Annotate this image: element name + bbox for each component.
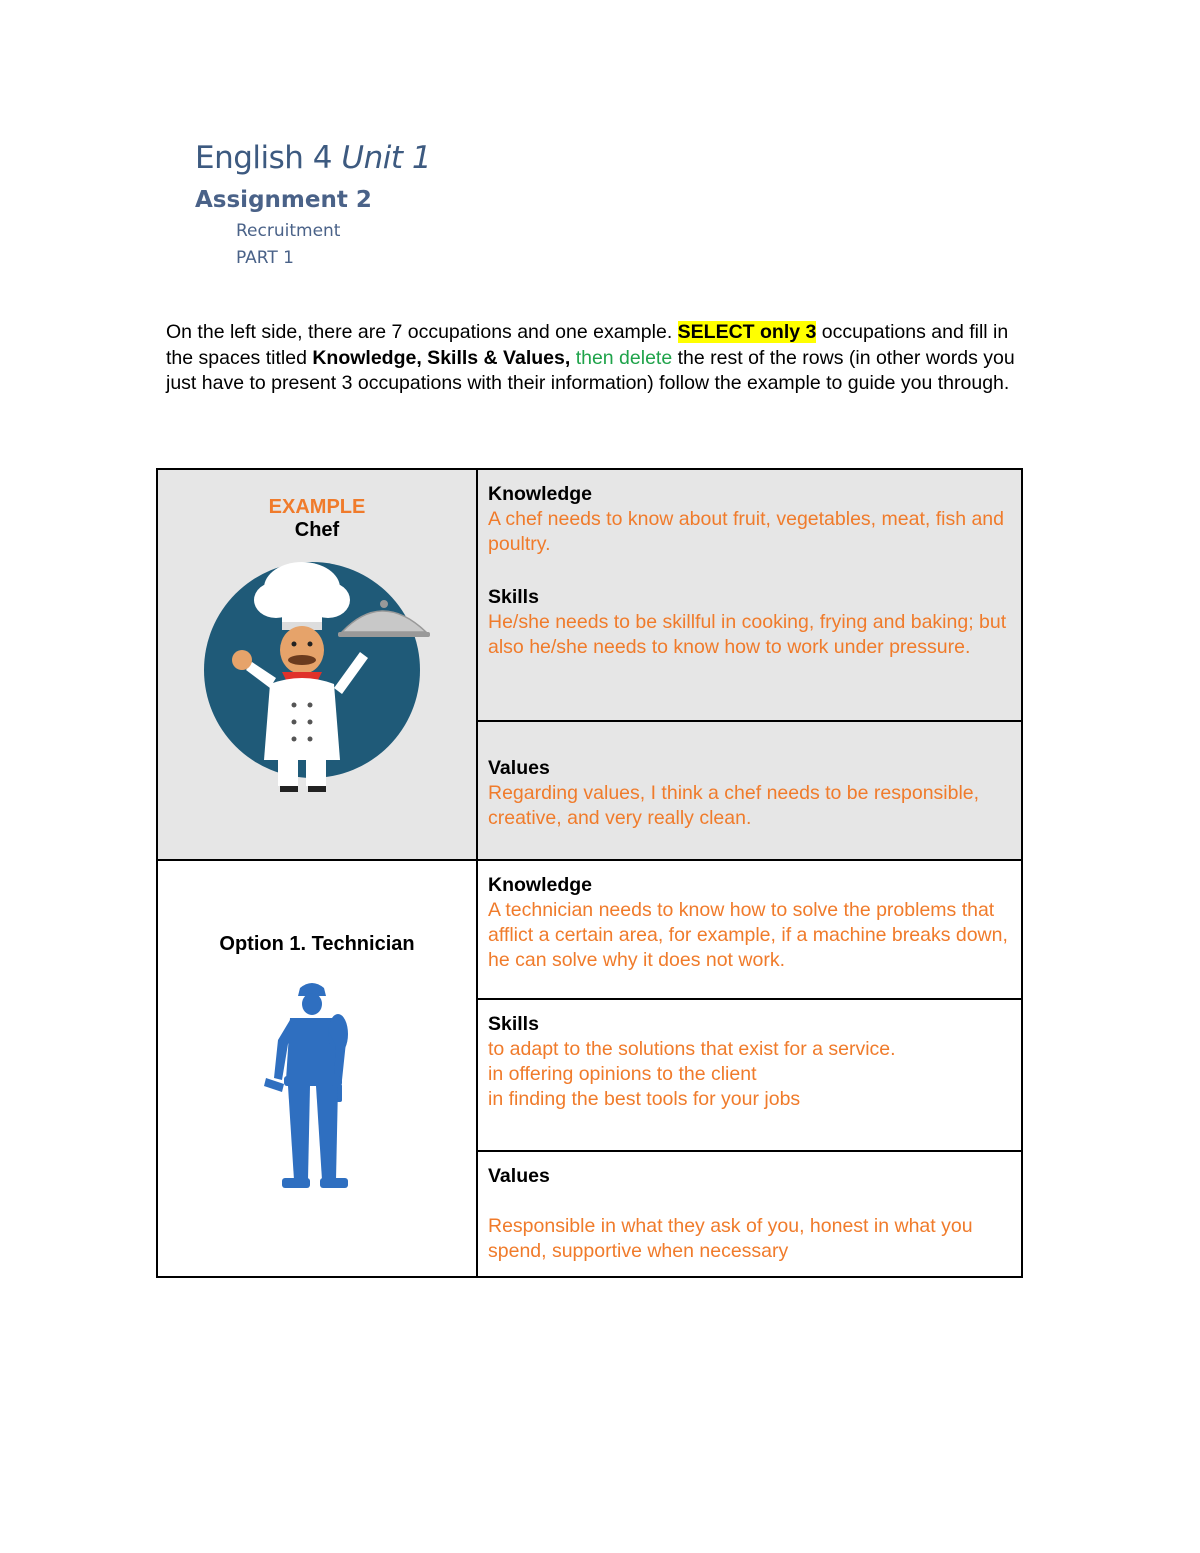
title-text: English 4 <box>195 140 342 176</box>
technician-values-label: Values <box>488 1165 550 1187</box>
technician-icon <box>262 980 372 1190</box>
technician-knowledge-label: Knowledge <box>488 874 593 896</box>
example-skills-text: He/she needs to be skillful in cooking, frying and baking; but also he/she needs to know how to work under pressure. <box>488 611 1007 658</box>
example-name: Chef <box>294 519 340 541</box>
intro-text: On the left side, there are 7 occupations and one example. <box>166 321 678 343</box>
assignment-heading: Assignment 2 <box>195 187 372 213</box>
technician-skills-line: in finding the best tools for your jobs <box>488 1088 801 1110</box>
technician-skills-label: Skills <box>488 1013 539 1035</box>
example-values-cell <box>477 721 1022 860</box>
example-values-text: Regarding values, I think a chef needs to be responsible, creative, and very really clean. <box>488 782 980 829</box>
technician-skills-line: to adapt to the solutions that exist for a service. <box>488 1038 896 1060</box>
intro-green: then delete <box>575 346 673 369</box>
intro-bold: Knowledge, Skills & Values, <box>312 346 571 369</box>
example-knowledge-label: Knowledge <box>488 483 593 505</box>
technician-cell <box>157 860 477 1277</box>
technician-values-cell <box>477 1151 1022 1277</box>
intro-text: occupations and fill in the spaces titled <box>166 321 1009 369</box>
example-values-label: Values <box>488 757 550 779</box>
chef-icon <box>202 560 432 800</box>
occupations-table <box>156 468 1023 1278</box>
intro-highlight: SELECT only 3 <box>677 321 817 343</box>
technician-values-text: Responsible in what they ask of you, honest in what you spend, supportive when necessary <box>488 1215 973 1262</box>
technician-skills-cell <box>477 999 1022 1151</box>
recruitment-heading: Recruitment <box>236 221 341 241</box>
example-cell <box>157 469 477 860</box>
part-heading: PART 1 <box>236 248 294 268</box>
title-unit: Unit 1 <box>341 140 432 176</box>
document-title <box>195 140 431 176</box>
technician-knowledge-text: A technician needs to know how to solve the problems that afflict a certain area, for example, if a machine breaks down, he can solve why it does not work. <box>488 899 1008 971</box>
option-name: Option 1. Technician <box>219 933 415 955</box>
example-knowledge-skills-cell <box>477 469 1022 721</box>
example-skills-label: Skills <box>488 586 539 608</box>
intro-text: the rest of the rows (in other words you just have to present 3 occupations with their information) follow the example to guide you through. <box>166 346 1015 394</box>
instructions-paragraph <box>166 320 1026 397</box>
technician-knowledge-cell <box>477 860 1022 999</box>
technician-skills-line: in offering opinions to the client <box>488 1063 757 1085</box>
example-label: EXAMPLE <box>268 496 366 518</box>
example-knowledge-text: A chef needs to know about fruit, vegetables, meat, fish and poultry. <box>488 508 1004 555</box>
